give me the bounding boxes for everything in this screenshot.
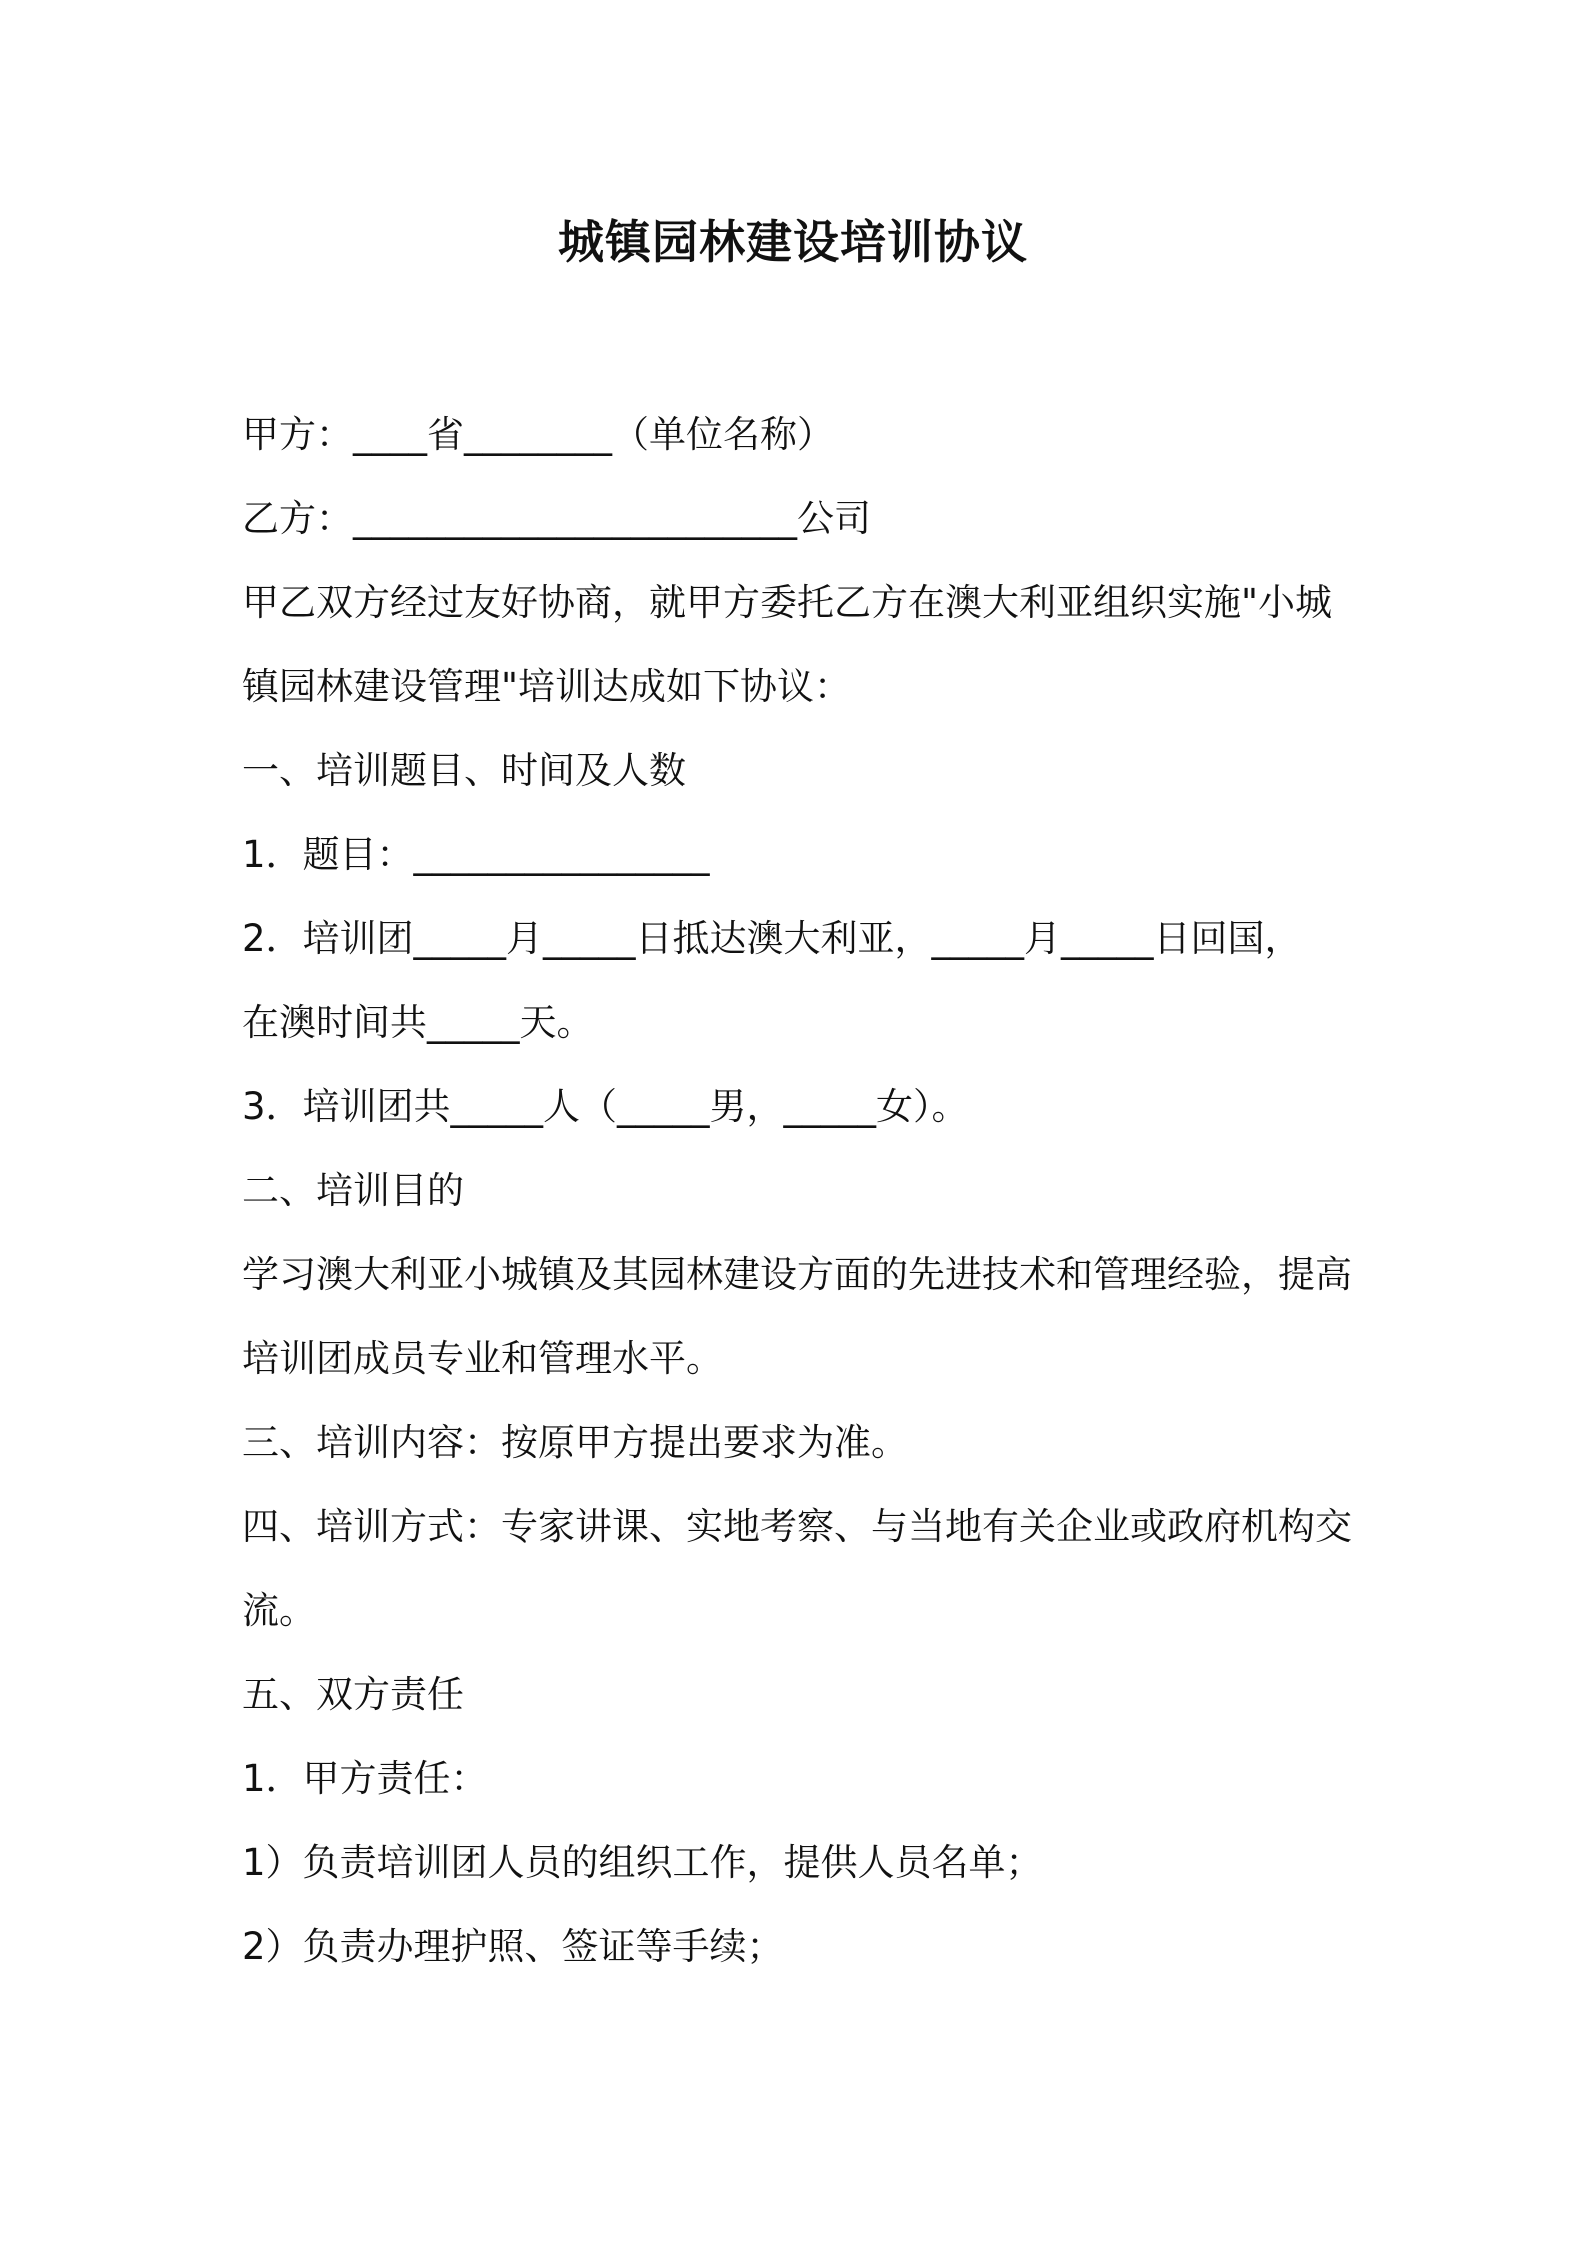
item-headcount: 3．培训团共_____人（_____男，_____女）。	[242, 1085, 969, 1128]
section-1-heading: 一、培训题目、时间及人数	[242, 749, 686, 792]
section-2-heading: 二、培训目的	[242, 1169, 464, 1212]
section-4-line-1: 四、培训方式：专家讲课、实地考察、与当地有关企业或政府机构交	[242, 1505, 1352, 1548]
party-a-line: 甲方：____省________（单位名称）	[242, 413, 834, 456]
section-5-heading: 五、双方责任	[242, 1673, 464, 1716]
purpose-paragraph-line-1: 学习澳大利亚小城镇及其园林建设方面的先进技术和管理经验，提高	[242, 1253, 1352, 1296]
document-title: 城镇园林建设培训协议	[558, 215, 1028, 269]
party-a-duties-heading: 1．甲方责任：	[242, 1757, 488, 1800]
party-b-line: 乙方：________________________公司	[242, 497, 871, 540]
intro-paragraph-line-2: 镇园林建设管理"培训达成如下协议：	[242, 665, 852, 708]
item-topic: 1．题目：________________	[242, 833, 710, 876]
section-4-line-2: 流。	[242, 1589, 316, 1632]
intro-paragraph-line-1: 甲乙双方经过友好协商，就甲方委托乙方在澳大利亚组织实施"小城	[242, 581, 1333, 624]
party-a-duty-2: 2）负责办理护照、签证等手续；	[242, 1925, 784, 1968]
party-a-duty-1: 1）负责培训团人员的组织工作，提供人员名单；	[242, 1841, 1043, 1884]
item-schedule-line-1: 2．培训团_____月_____日抵达澳大利亚，_____月_____日回国，	[242, 917, 1302, 960]
item-schedule-line-2: 在澳时间共_____天。	[242, 1001, 594, 1044]
purpose-paragraph-line-2: 培训团成员专业和管理水平。	[242, 1337, 723, 1380]
section-3-heading: 三、培训内容：按原甲方提出要求为准。	[242, 1421, 908, 1464]
